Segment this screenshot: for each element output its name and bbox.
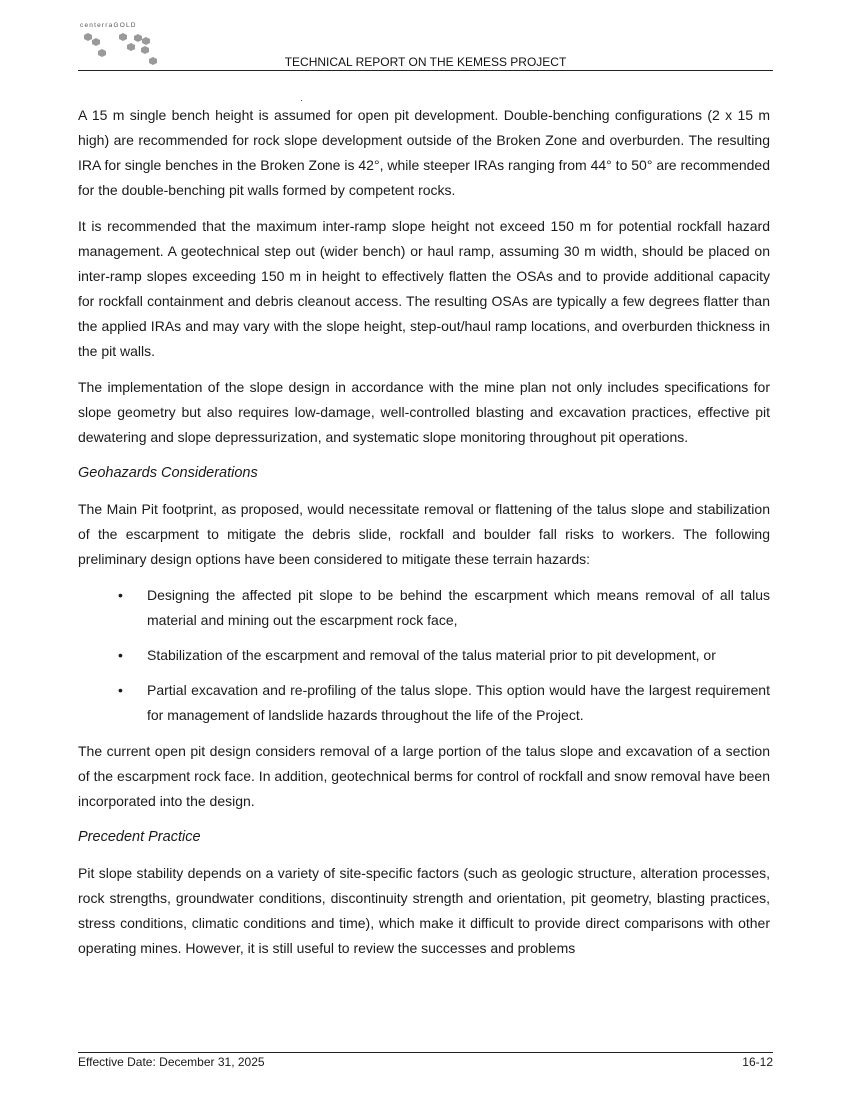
footer-divider <box>78 1052 773 1053</box>
list-item-text: Stabilization of the escarpment and removal of the talus material prior to pit development, or <box>147 647 716 663</box>
section-heading-geohazards: Geohazards Considerations <box>78 465 258 481</box>
stray-mark <box>301 100 302 101</box>
paragraph-slope-stability: Pit slope stability depends on a variety of site-specific factors (such as geologic structure, alteration processes, rock strengths, groundwater conditions, discontinuity strength and orientation, pit geometry, blasting practices, stress conditions, climatic conditions and time), which make it difficult to provide direct comparisons with other operating mines. However, it is still useful to review the successes and problems <box>78 865 770 956</box>
logo-wordmark: centerraGOLD <box>80 22 137 29</box>
paragraph-bench-height: A 15 m single bench height is assumed for open pit development. Double-benching configurations (2 x 15 m high) are recommended for rock slope development outside of the Broken Zone and overburden. The resulting IRA for single benches in the Broken Zone is 42°, while steeper IRAs ranging from 44° to 50° are recommended for the double-benching pit walls formed by competent rocks. <box>78 107 770 198</box>
page-number: 16-12 <box>742 1055 773 1069</box>
section-heading-precedent: Precedent Practice <box>78 829 201 845</box>
paragraph-inter-ramp-height: It is recommended that the maximum inter-ramp slope height not exceed 150 m for potential rockfall hazard management. A geotechnical step out (wider bench) or haul ramp, assuming 30 m width, should be placed on inter-ramp slopes exceeding 150 m in height to effectively flatten the OSAs and to provide additional capacity for rockfall containment and debris cleanout access. The resulting OSAs are typically a few degrees flatter than the applied IRAs and may vary with the slope height, step-out/haul ramp locations, and overburden thickness in the pit walls. <box>78 218 770 359</box>
effective-date: Effective Date: December 31, 2025 <box>78 1055 265 1069</box>
list-item <box>78 583 770 633</box>
bullet-icon: • <box>118 682 123 698</box>
list-item <box>78 678 770 728</box>
design-options-list <box>78 583 770 728</box>
paragraph-main-pit-footprint: The Main Pit footprint, as proposed, would necessitate removal or flattening of the talus slope and stabilization of the escarpment to mitigate the debris slide, rockfall and boulder fall risks to workers. The following preliminary design options have been considered to mitigate these terrain hazards: <box>78 501 770 567</box>
list-item <box>78 643 770 668</box>
list-item-text: Partial excavation and re-profiling of the talus slope. This option would have the largest requirement for management of landslide hazards throughout the life of the Project. <box>147 682 770 723</box>
paragraph-current-design: The current open pit design considers removal of a large portion of the talus slope and excavation of a section of the escarpment rock face. In addition, geotechnical berms for control of rockfall and snow removal have been incorporated into the design. <box>78 743 770 809</box>
bullet-icon: • <box>118 647 123 663</box>
report-body <box>78 103 770 972</box>
header-divider <box>78 70 773 71</box>
bullet-icon: • <box>118 587 123 603</box>
report-header-title: TECHNICAL REPORT ON THE KEMESS PROJECT <box>284 55 567 69</box>
paragraph-slope-implementation: The implementation of the slope design in accordance with the mine plan not only includes specifications for slope geometry but also requires low-damage, well-controlled blasting and excavation practices, effective pit dewatering and slope depressurization, and systematic slope monitoring throughout pit operations. <box>78 379 770 445</box>
list-item-text: Designing the affected pit slope to be behind the escarpment which means removal of all talus material and mining out the escarpment rock face, <box>147 587 770 628</box>
